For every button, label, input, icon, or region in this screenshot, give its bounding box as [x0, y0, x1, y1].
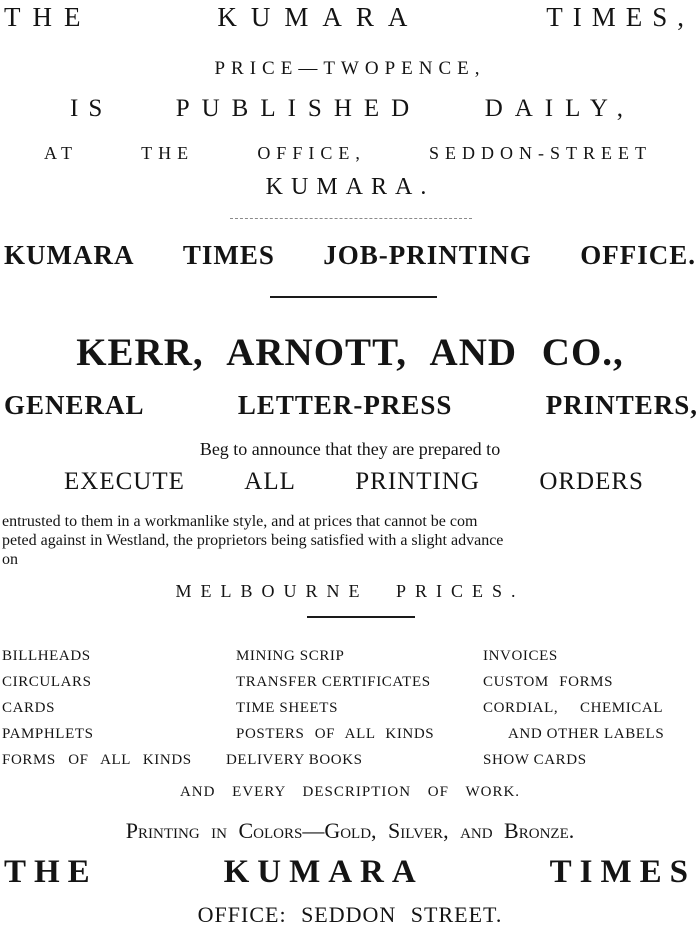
execute-word: ALL: [244, 468, 296, 495]
trade-line: [4, 390, 698, 421]
footer-office: [0, 902, 700, 928]
product-item: DELIVERY BOOKS: [226, 752, 363, 768]
product-item: SHOW CARDS: [483, 752, 587, 768]
execute-line: [64, 468, 644, 496]
price-line: [0, 58, 700, 80]
product-item: BILLHEADS: [2, 648, 91, 664]
colors-line: [0, 818, 700, 844]
products-footer: [0, 784, 700, 801]
product-item: CUSTOM FORMS: [483, 674, 614, 690]
published-word: PUBLISHED: [175, 95, 422, 122]
product-item: CIRCULARS: [2, 674, 92, 690]
melbourne-text: MELBOURNE PRICES.: [175, 581, 525, 601]
products-footer-text: AND EVERY DESCRIPTION OF WORK.: [179, 784, 521, 800]
masthead-word: TIMES,: [546, 2, 694, 32]
divider-rule: [270, 296, 437, 298]
divider-rule: [307, 616, 415, 618]
product-item: INVOICES: [483, 648, 558, 664]
job-word: TIMES: [182, 240, 275, 270]
execute-word: PRINTING: [355, 468, 480, 495]
announce-line: [0, 439, 700, 460]
job-word: OFFICE.: [580, 240, 696, 270]
product-item: PAMPHLETS: [2, 726, 94, 742]
published-word: DAILY,: [484, 95, 635, 122]
trade-word: LETTER-PRESS: [237, 390, 453, 420]
footer-office-text: OFFICE: SEDDON STREET.: [197, 902, 503, 927]
masthead-word: KUMARA: [217, 2, 422, 32]
body-paragraph-line: on: [2, 551, 18, 568]
announce-text: Beg to announce that they are prepared to: [199, 439, 501, 459]
product-item: TRANSFER CERTIFICATES: [236, 674, 431, 690]
published-line: [70, 95, 635, 123]
execute-word: ORDERS: [539, 468, 644, 495]
office-line: [44, 143, 652, 164]
product-item: POSTERS OF ALL KINDS: [236, 726, 435, 742]
melbourne-line: [0, 581, 700, 602]
office-word: THE: [141, 143, 195, 163]
masthead-word: THE: [4, 2, 93, 32]
footer-masthead-word: TIMES: [549, 854, 696, 890]
colors-text: Printing in Colors—Gold, Silver, and Bronze.: [125, 818, 575, 843]
price-text: PRICE—TWOPENCE,: [214, 58, 486, 79]
office-word: OFFICE,: [257, 143, 366, 163]
firm-text: KERR, ARNOTT, AND CO.,: [76, 331, 624, 374]
trade-word: GENERAL: [4, 390, 145, 420]
footer-masthead: [4, 854, 696, 891]
product-item: CARDS: [2, 700, 56, 716]
dotted-divider: [230, 218, 472, 219]
office-word: AT: [44, 143, 78, 163]
trade-word: PRINTERS,: [545, 390, 698, 420]
footer-masthead-word: THE: [4, 854, 98, 890]
job-word: JOB-PRINTING: [323, 240, 532, 270]
product-item: FORMS OF ALL KINDS: [2, 752, 192, 768]
firm-name: [0, 330, 700, 375]
job-heading: [4, 240, 696, 271]
execute-word: EXECUTE: [64, 468, 185, 495]
masthead: [0, 2, 694, 33]
body-paragraph-line: peted against in Westland, the proprietors being satisfied with a slight advance: [2, 532, 504, 549]
town-text: KUMARA.: [265, 174, 435, 200]
product-item: TIME SHEETS: [236, 700, 339, 716]
product-item: MINING SCRIP: [236, 648, 345, 664]
product-item: AND OTHER LABELS: [508, 726, 665, 742]
body-paragraph-line: entrusted to them in a workmanlike style, and at prices that cannot be com: [2, 513, 478, 530]
footer-masthead-word: KUMARA: [223, 854, 424, 890]
published-word: IS: [70, 95, 113, 122]
town-line: [0, 174, 700, 201]
job-word: KUMARA: [4, 240, 135, 270]
office-word: SEDDON-STREET: [428, 143, 652, 163]
product-item: CORDIAL, CHEMICAL: [483, 700, 664, 716]
